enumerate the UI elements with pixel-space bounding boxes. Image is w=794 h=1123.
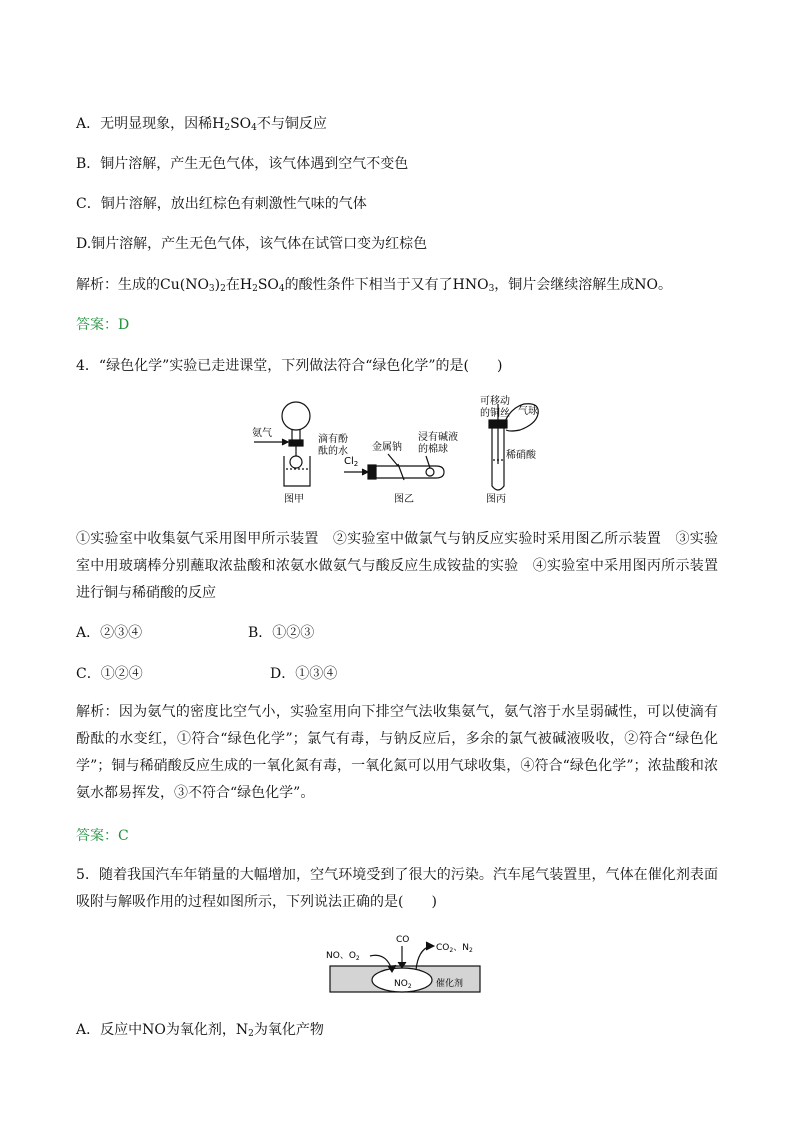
- label-cotton-1: 浸有碱液: [418, 432, 458, 443]
- caption-figure-c: 图丙: [486, 494, 506, 505]
- label-balloon: 气球: [518, 406, 538, 417]
- q3-option-c: C．铜片溶解，放出红棕色有刺激性气味的气体: [76, 196, 367, 212]
- label-phenolphthalein-water-2: 酞的水: [318, 446, 348, 457]
- label-sodium: 金属钠: [372, 442, 402, 453]
- q4-option-a: A．②③④: [76, 625, 143, 641]
- label-co2-n2: $CO_2$、$N_2$: [436, 943, 473, 954]
- label-co: CO: [396, 935, 410, 945]
- q4-explanation: 解析：因为氨气的密度比空气小，实验室用向下排空气法收集氨气，氨气溶于水呈弱碱性，可以使滴有酚酞的水变红，①符合“绿色化学”；氯气有毒，与钠反应后，多余的氯气被碱液吸收，②符合“绿色化学”；铜与稀硝酸反应生成的一氧化氮有毒，一氧化氮可以用气球收集，④符合“绿色化学”；浓盐酸和浓氨水都易挥发，③不符合“绿色化学”。: [76, 704, 718, 801]
- q4-option-b: B．①②③: [248, 625, 315, 641]
- q5-question: 5．随着我国汽车年销量的大幅增加，空气环境受到了很大的污染。汽车尾气装置里，气体在催化剂表面吸附与解吸作用的过程如图所示，下列说法正确的是( ): [76, 867, 718, 910]
- figure-b-chlorine-sodium: [344, 454, 444, 480]
- label-no2: $NO_2$: [394, 979, 412, 990]
- label-chlorine: $Cl_2$: [344, 456, 359, 468]
- figure-a-ammonia-collection: [254, 402, 310, 486]
- label-cotton-2: 的棉球: [418, 444, 448, 455]
- label-catalyst: 催化剂: [436, 979, 464, 989]
- label-dilute-nitric-acid: 稀硝酸: [506, 450, 536, 461]
- q4-statement: ①实验室中收集氨气采用图甲所示装置 ②实验室中做氯气与钠反应实验时采用图乙所示装置 ③实验室中用玻璃棒分别蘸取浓盐酸和浓氨水做氨气与酸反应生成铵盐的实验 ④实验室中采用图丙所示装置进行铜与稀硝酸的反应: [76, 531, 718, 601]
- q5-catalyst-figure: [320, 932, 486, 996]
- label-copper-wire-2: 的铜丝: [480, 408, 510, 419]
- q4-answer: 答案：C: [76, 828, 129, 844]
- q3-option-a: A．无明显现象，因稀$H_2SO_4$不与铜反应: [76, 116, 327, 133]
- label-ammonia: 氨气: [252, 428, 272, 439]
- caption-figure-b: 图乙: [394, 494, 414, 505]
- q4-apparatus-figure: [248, 394, 548, 510]
- q4-option-d: D．①③④: [270, 666, 338, 682]
- label-copper-wire-1: 可移动: [480, 396, 510, 407]
- q3-answer: 答案：D: [76, 317, 130, 333]
- q4-question: 4．“绿色化学”实验已走进课堂，下列做法符合“绿色化学”的是( ): [76, 358, 503, 374]
- q4-option-c: C．①②④: [76, 666, 143, 682]
- q5-option-a: A．反应中NO为氧化剂，$N_2$为氧化产物: [76, 1022, 324, 1039]
- label-no-o2: NO、$O_2$: [326, 951, 360, 962]
- q3-explanation: 解析：生成的$Cu(NO_3)_2$在$H_2SO_4$的酸性条件下相当于又有了$HNO_3$，铜片会继续溶解生成NO。: [76, 277, 673, 294]
- q3-option-d: D.铜片溶解，产生无色气体，该气体在试管口变为红棕色: [76, 236, 428, 252]
- caption-figure-a: 图甲: [284, 494, 304, 505]
- label-phenolphthalein-water-1: 滴有酚: [318, 434, 348, 445]
- q3-option-b: B．铜片溶解，产生无色气体，该气体遇到空气不变色: [76, 156, 409, 172]
